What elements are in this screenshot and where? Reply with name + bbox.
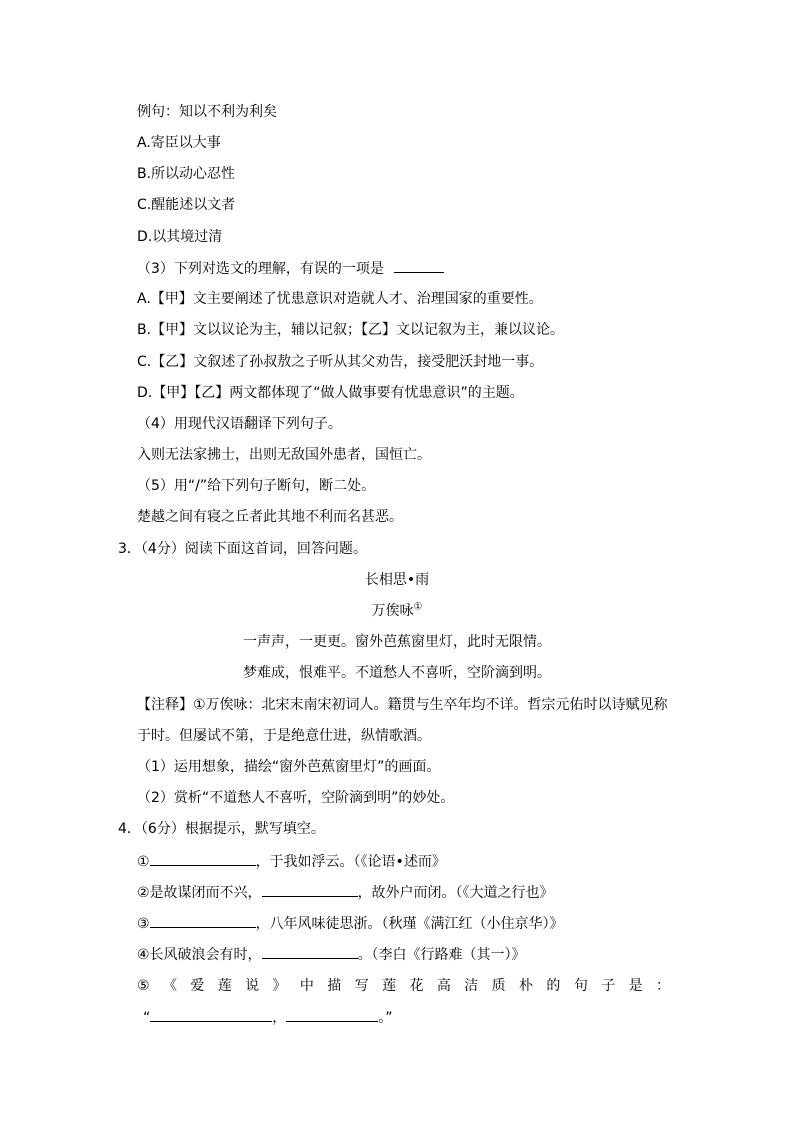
- dictation-item-3: [137, 913, 564, 933]
- example-sentence: 例句：知以不利为利矣: [137, 104, 277, 120]
- sub-question-3: [137, 258, 444, 278]
- dictation-item-5-answers: [143, 1007, 393, 1027]
- q3-sub-question-1: （1）运用想象，描绘“窗外芭蕉窗里灯”的画面。: [137, 759, 441, 775]
- dictation-item-1: [137, 851, 446, 871]
- item-5-char: 朴: [519, 978, 534, 994]
- sub-question-4: （4）用现代汉语翻译下列句子。: [137, 416, 342, 432]
- item-1-number: ①: [137, 854, 150, 870]
- item-5-char: 莲: [217, 978, 232, 994]
- option-b: B.所以动心忍性: [137, 166, 236, 182]
- item-5-char: 的: [546, 978, 561, 994]
- dictation-item-5: [137, 976, 670, 996]
- item-5-char: 子: [601, 978, 616, 994]
- item-5-char: 描: [327, 978, 342, 994]
- item-5-char: 质: [491, 978, 506, 994]
- sub3-option-c: C.【乙】文叙述了孙叔敖之子听从其父劝告，接受肥沃封地一事。: [137, 354, 544, 370]
- answer-blank[interactable]: [262, 944, 358, 959]
- poem-line-2: 梦难成，恨难平。不道愁人不喜听，空阶滴到明。: [243, 665, 551, 681]
- comma: ，: [272, 1010, 287, 1026]
- item-5-char: 是: [628, 978, 643, 994]
- item-5-char: 爱: [190, 978, 205, 994]
- item-5-char: 高: [436, 978, 451, 994]
- item-1-text: ，于我如浮云。（《论语•述而》: [255, 854, 446, 870]
- answer-blank[interactable]: [394, 258, 444, 273]
- sub-question-4-text: 入则无法家拂士，出则无敌国外患者，国恒亡。: [137, 447, 431, 463]
- open-quote: “: [143, 1010, 151, 1026]
- item-3-text: ，八年风味徒思浙。（秋瑾《满江红（小住京华）》: [255, 916, 564, 932]
- item-5-char: 中: [299, 978, 314, 994]
- poem-author: [0, 601, 794, 621]
- item-5-char: 莲: [382, 978, 397, 994]
- item-5-char: 》: [272, 978, 287, 994]
- sub3-option-d: D.【甲】【乙】两文都体现了“做人做事要有忧患意识”的主题。: [137, 385, 524, 401]
- poem-author-name: 万俟咏: [371, 603, 414, 619]
- item-5-char: 洁: [464, 978, 479, 994]
- sub3-option-b: B.【甲】文以议论为主，辅以记叙；【乙】文以记叙为主，兼以议论。: [137, 322, 565, 338]
- answer-blank[interactable]: [150, 851, 256, 866]
- item-5-char: 说: [245, 978, 260, 994]
- annotation-line-2: 于时。但屡试不第，于是绝意仕进，纵情歌酒。: [137, 728, 431, 744]
- note-mark: ①: [413, 601, 423, 613]
- sub-question-5: （5）用“/”给下列句子断句，断二处。: [137, 478, 376, 494]
- item-3-number: ③: [137, 916, 150, 932]
- answer-blank[interactable]: [150, 1007, 272, 1022]
- sub3-option-a: A.【甲】文主要阐述了忧患意识对造就人才、治理国家的重要性。: [137, 291, 543, 307]
- item-5-char: 句: [573, 978, 588, 994]
- item-5-char: 《: [162, 978, 177, 994]
- dictation-item-2: [137, 882, 554, 902]
- sub-question-3-text: （3）下列对选文的理解，有误的一项是: [137, 261, 384, 277]
- q3-sub-question-2: （2）赏析“不道愁人不喜听，空阶滴到明”的妙处。: [137, 790, 455, 806]
- sub-question-5-text: 楚越之间有寝之丘者此其地不利而名甚恶。: [137, 509, 403, 525]
- annotation-line-1: 【注释】①万俟咏：北宋末南宋初词人。籍贯与生卒年均不详。哲宗元佑时以诗赋见称: [137, 697, 668, 713]
- item-4-lead: ④长风破浪会有时，: [137, 947, 262, 963]
- item-2-lead: ②是故谋闭而不兴，: [137, 885, 262, 901]
- close-quote: 。”: [378, 1010, 393, 1026]
- item-5-char: 写: [354, 978, 369, 994]
- item-5-char: ⑤: [137, 978, 150, 994]
- answer-blank[interactable]: [262, 882, 358, 897]
- item-5-char: ：: [655, 978, 670, 994]
- question-4-stem: 4．（6分）根据提示，默写填空。: [118, 821, 325, 837]
- item-4-text: 。（李白《行路难（其一）》: [357, 947, 526, 963]
- poem-line-1: 一声声，一更更。窗外芭蕉窗里灯，此时无限情。: [243, 634, 551, 650]
- option-a: A.寄臣以大事: [137, 135, 221, 151]
- answer-blank[interactable]: [150, 913, 256, 928]
- poem-title: 长相思•雨: [364, 572, 430, 588]
- option-d: D.以其境过清: [137, 229, 223, 245]
- item-5-char: 花: [409, 978, 424, 994]
- dictation-item-4: [137, 944, 526, 964]
- item-2-text: ，故外户而闭。（《大道之行也》: [357, 885, 554, 901]
- option-c: C.醒能述以文者: [137, 197, 236, 213]
- question-3-stem: 3．（4分）阅读下面这首词，回答问题。: [118, 541, 367, 557]
- answer-blank[interactable]: [286, 1007, 378, 1022]
